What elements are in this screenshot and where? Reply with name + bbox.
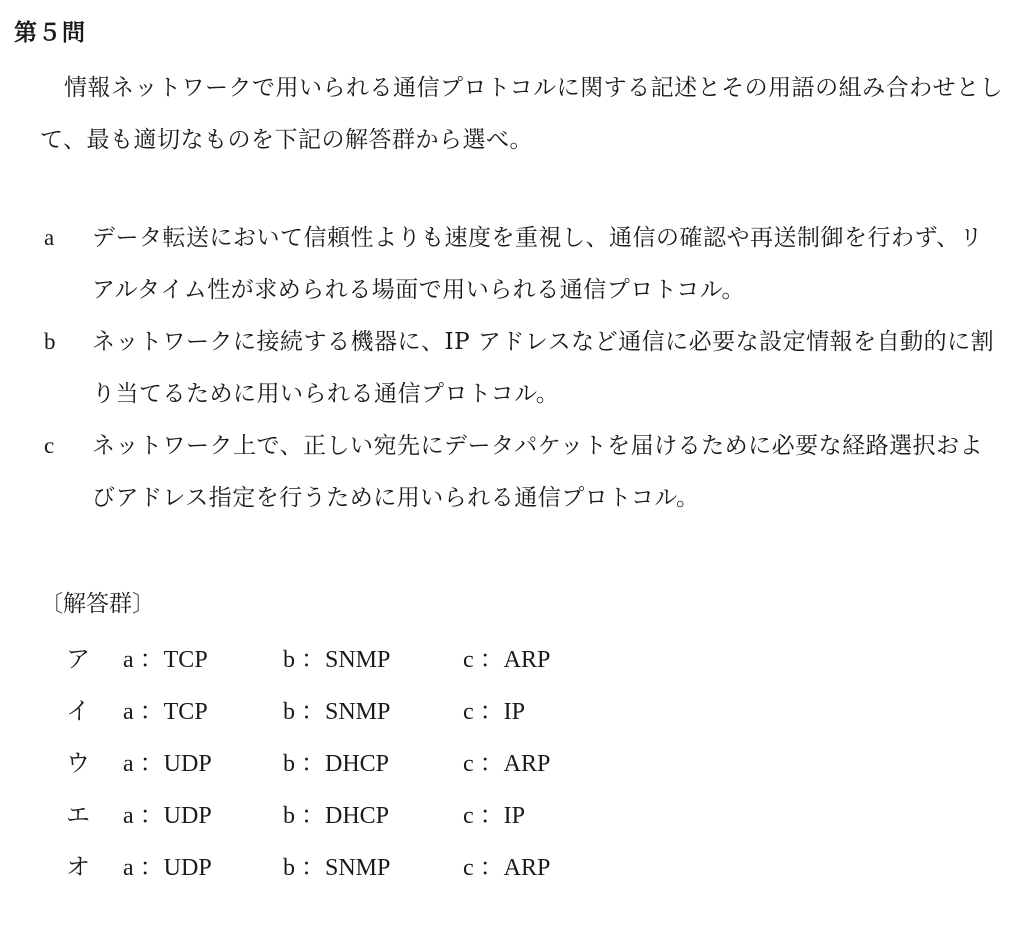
option-a-value: a ：UDP bbox=[123, 750, 212, 777]
answer-option-u[interactable] bbox=[66, 734, 766, 786]
option-label: ア bbox=[66, 644, 90, 673]
answer-option-i[interactable] bbox=[66, 682, 766, 734]
option-b-value: b ：DHCP bbox=[283, 750, 390, 777]
statement-text: ネットワーク上で、正しい宛先にデータパケットを届けるために必要な経路選択およびアドレス指定を行うために用いられる通信プロトコル。 bbox=[92, 433, 984, 511]
question-stem: 情報ネットワークで用いられる通信プロトコルに関する記述とその用語の組み合わせとして、最も適切なものを下記の解答群から選べ。 bbox=[40, 75, 1004, 153]
option-a-value: a ：UDP bbox=[123, 854, 212, 881]
option-b-value: b ：SNMP bbox=[283, 854, 391, 881]
option-b-value: b ：DHCP bbox=[283, 802, 390, 829]
answer-options bbox=[66, 630, 766, 890]
statement-c bbox=[44, 420, 1006, 524]
answer-option-a[interactable] bbox=[66, 630, 766, 682]
statement-text: ネットワークに接続する機器に、IP アドレスなど通信に必要な設定情報を自動的に割り当てるために用いられる通信プロトコル。 bbox=[92, 329, 995, 407]
option-label: エ bbox=[66, 800, 90, 829]
statement-text: データ転送において信頼性よりも速度を重視し、通信の確認や再送制御を行わず、リアルタイム性が求められる場面で用いられる通信プロトコル。 bbox=[92, 225, 984, 303]
option-label: ウ bbox=[66, 748, 90, 777]
answer-option-o[interactable] bbox=[66, 838, 766, 890]
option-c-value: c ：ARP bbox=[463, 646, 551, 673]
statement-label: c bbox=[44, 433, 55, 458]
option-c-value: c ：ARP bbox=[463, 854, 551, 881]
question-number: 第５問 bbox=[14, 20, 86, 46]
option-c-value: c ：IP bbox=[463, 698, 525, 725]
answer-option-e[interactable] bbox=[66, 786, 766, 838]
option-label: オ bbox=[66, 852, 90, 881]
option-a-value: a ：UDP bbox=[123, 802, 212, 829]
statement-b bbox=[44, 316, 1006, 420]
option-b-value: b ：SNMP bbox=[283, 698, 391, 725]
option-c-value: c ：IP bbox=[463, 802, 525, 829]
option-a-value: a ：TCP bbox=[123, 698, 208, 725]
answer-group-heading: 〔解答群〕 bbox=[40, 591, 155, 617]
option-c-value: c ：ARP bbox=[463, 750, 551, 777]
option-a-value: a ：TCP bbox=[123, 646, 208, 673]
option-b-value: b ：SNMP bbox=[283, 646, 391, 673]
statement-label: b bbox=[44, 329, 56, 354]
statement-label: a bbox=[44, 225, 55, 250]
statement-a bbox=[44, 212, 1006, 316]
statement-list bbox=[44, 212, 1006, 524]
option-label: イ bbox=[66, 696, 90, 725]
